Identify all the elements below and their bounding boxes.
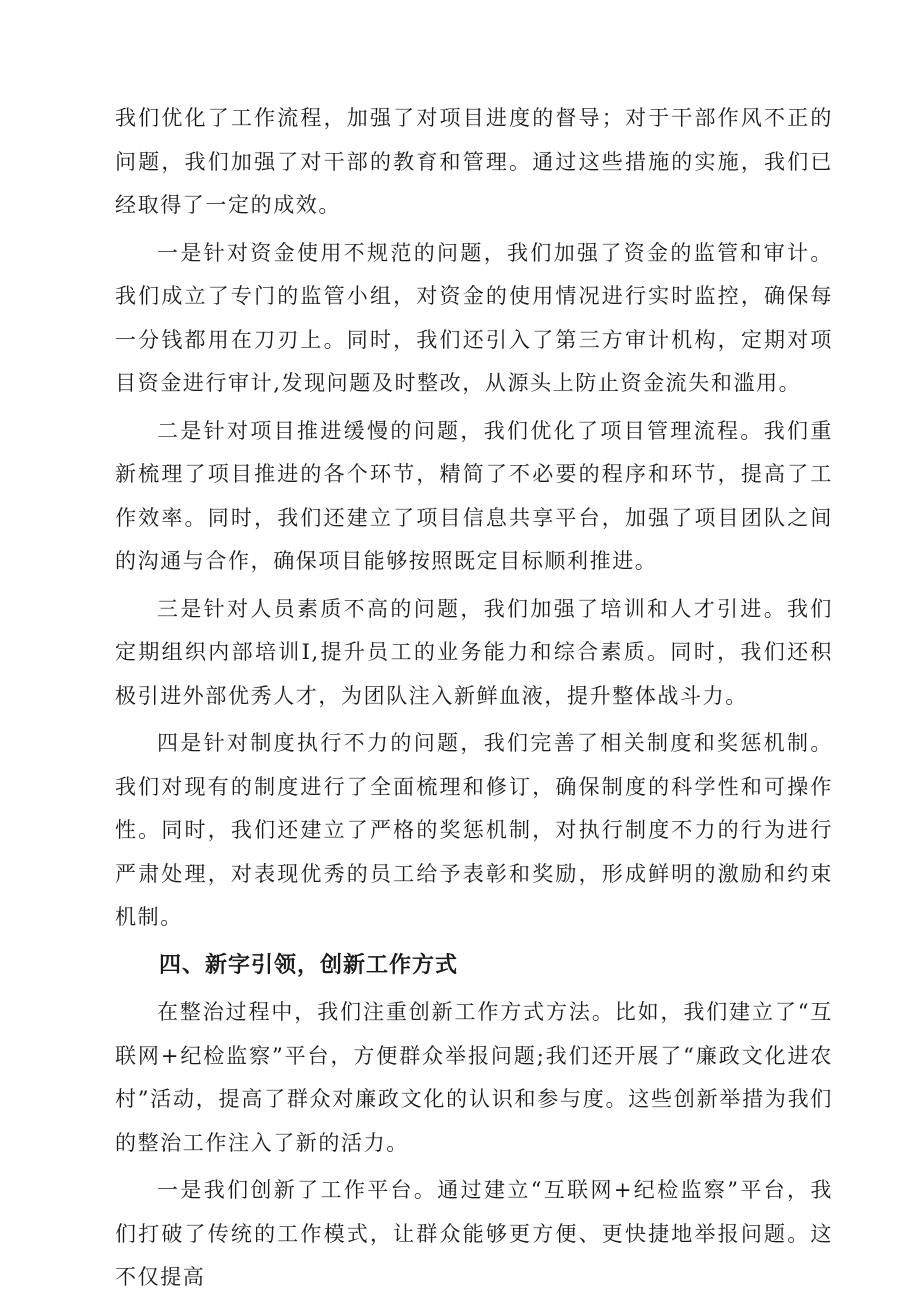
paragraph-funds: 一是针对资金使用不规范的问题，我们加强了资金的监管和审计。我们成立了专门的监管小组，对资金的使用情况进行实时监控，确保每一分钱都用在刀刃上。同时，我们还引入了第三方审计机构，定期对项目资金进行审计,发现问题及时整改，从源头上防止资金流失和滥用。	[115, 240, 833, 395]
paragraph-continuation: 我们优化了工作流程，加强了对项目进度的督导；对于干部作风不正的问题，我们加强了对干部的教育和管理。通过这些措施的实施，我们已经取得了一定的成效。	[115, 106, 833, 217]
paragraph-projects: 二是针对项目推进缓慢的问题，我们优化了项目管理流程。我们重新梳理了项目推进的各个环节，精简了不必要的程序和环节，提高了工作效率。同时，我们还建立了项目信息共享平台，加强了项目团队之间的沟通与合作，确保项目能够按照既定目标顺利推进。	[115, 418, 833, 573]
paragraph-training: 三是针对人员素质不高的问题，我们加强了培训和人才引进。我们定期组织内部培训I,提升员工的业务能力和综合素质。同时，我们还积极引进外部优秀人才，为团队注入新鲜血液，提升整体战斗力。	[115, 596, 833, 708]
paragraph-platform: 一是我们创新了工作平台。通过建立“互联网+纪检监察”平台，我们打破了传统的工作模式，让群众能够更方便、更快捷地举报问题。这不仅提高	[115, 1178, 833, 1289]
paragraph-rules: 四是针对制度执行不力的问题，我们完善了相关制度和奖惩机制。我们对现有的制度进行了全面梳理和修订，确保制度的科学性和可操作性。同时，我们还建立了严格的奖惩机制，对执行制度不力的行为进行严肃处理，对表现优秀的员工给予表彰和奖励，形成鲜明的激励和约束机制。	[115, 731, 833, 929]
document-page	[115, 97, 833, 1304]
section-heading: 四、新字引领，创新工作方式	[159, 952, 459, 978]
paragraph-innovation: 在整治过程中，我们注重创新工作方式方法。比如，我们建立了“互联网+纪检监察”平台，方便群众举报问题;我们还开展了“廉政文化进农村”活动，提高了群众对廉政文化的认识和参与度。这些创新举措为我们的整治工作注入了新的活力。	[115, 1000, 833, 1155]
